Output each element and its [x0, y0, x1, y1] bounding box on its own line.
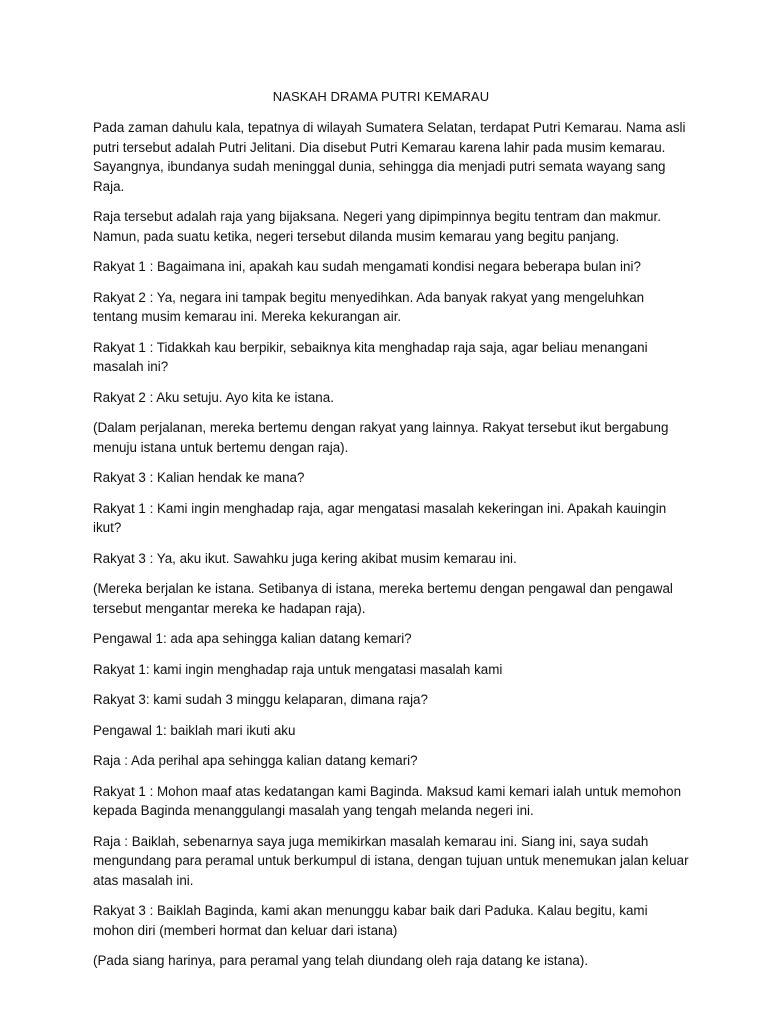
document-body	[93, 118, 689, 982]
paragraph: Rakyat 1 : Bagaimana ini, apakah kau sudah mengamati kondisi negara beberapa bulan ini?	[93, 259, 641, 274]
paragraph: Rakyat 2 : Ya, negara ini tampak begitu menyedihkan. Ada banyak rakyat yang mengeluhkan tentang musim kemarau ini. Mereka kekurangan air.	[93, 289, 645, 324]
paragraph: Rakyat 1 : Tidakkah kau berpikir, sebaiknya kita menghadap raja saja, agar beliau menangani masalah ini?	[93, 339, 648, 374]
paragraph: Pengawal 1: baiklah mari ikuti aku	[93, 722, 296, 738]
paragraph: Raja : Ada perihal apa sehingga kalian datang kemari?	[93, 753, 418, 768]
paragraph: Rakyat 3 : Ya, aku ikut. Sawahku juga kering akibat musim kemarau ini.	[93, 550, 517, 566]
paragraph: (Mereka berjalan ke istana. Setibanya di istana, mereka bertemu dengan pengawal dan pengawal tersebut mengantar mereka ke hadapan raja).	[93, 581, 673, 616]
paragraph: (Pada siang harinya, para peramal yang telah diundang oleh raja datang ke istana).	[93, 953, 589, 968]
paragraph: Rakyat 3: kami sudah 3 minggu kelaparan, dimana raja?	[93, 692, 428, 707]
paragraph: Rakyat 1 : Mohon maaf atas kedatangan kami Baginda. Maksud kami kemari ialah untuk memohon kepada Baginda menanggulangi masalah yang tengah melanda negeri ini.	[93, 783, 682, 818]
paragraph: Rakyat 3 : Baiklah Baginda, kami akan menunggu kabar baik dari Paduka. Kalau begitu, kami mohon diri (memberi hormat dan keluar dari istana)	[93, 903, 648, 938]
paragraph: Raja tersebut adalah raja yang bijaksana. Negeri yang dipimpinnya begitu tentram dan makmur. Namun, pada suatu ketika, negeri tersebut dilanda musim kemarau yang begitu panjang.	[93, 209, 661, 244]
paragraph: Rakyat 3 : Kalian hendak ke mana?	[93, 470, 305, 485]
paragraph: Pada zaman dahulu kala, tepatnya di wilayah Sumatera Selatan, terdapat Putri Kemarau. Nama asli putri tersebut adalah Putri Jelitani. Dia disebut Putri Kemarau karena lahir pada musim kemarau. Sayangnya, ibundanya sudah meninggal dunia, sehingga dia menjadi putri semata wayang sang Raja.	[93, 120, 686, 194]
paragraph: Rakyat 1: kami ingin menghadap raja untuk mengatasi masalah kami	[93, 661, 503, 677]
paragraph: (Dalam perjalanan, mereka bertemu dengan rakyat yang lainnya. Rakyat tersebut ikut bergabung menuju istana untuk bertemu dengan raja).	[93, 420, 669, 455]
paragraph: Raja : Baiklah, sebenarnya saya juga memikirkan masalah kemarau ini. Siang ini, saya sudah mengundang para peramal untuk berkumpul di istana, dengan tujuan untuk menemukan jalan keluar atas masalah ini.	[93, 833, 689, 888]
document-title: NASKAH DRAMA PUTRI KEMARAU	[272, 89, 490, 104]
paragraph: Rakyat 2 : Aku setuju. Ayo kita ke istana.	[93, 389, 334, 405]
paragraph: Rakyat 1 : Kami ingin menghadap raja, agar mengatasi masalah kekeringan ini. Apakah kauingin ikut?	[93, 500, 667, 535]
paragraph: Pengawal 1: ada apa sehingga kalian datang kemari?	[93, 631, 412, 646]
